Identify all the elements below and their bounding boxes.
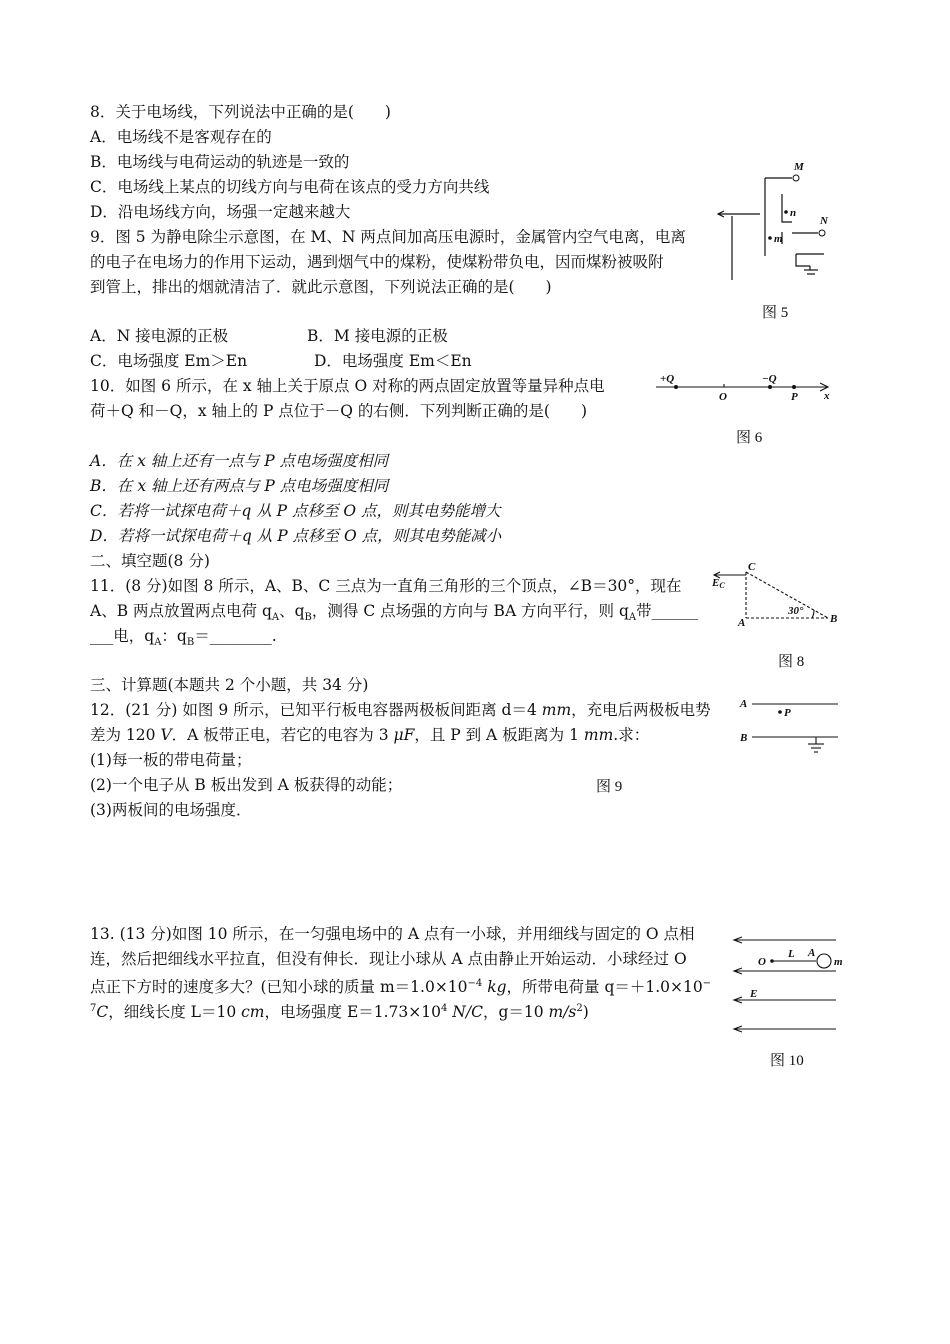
q9-line2: 的电子在电场力的作用下运动，遇到烟气中的煤粉，使煤粉带负电，因而煤粉被吸附 xyxy=(90,253,664,271)
figure-6-caption: 图 6 xyxy=(736,430,763,446)
figure-8-diagram xyxy=(708,560,848,632)
figure-9-caption: 图 9 xyxy=(596,779,623,795)
q9-option-c: C．电场强度 Em＞En xyxy=(90,352,248,370)
fig10-label-a: A xyxy=(808,947,816,959)
q12-subquestion-2: (2)一个电子从 B 板出发到 A 板获得的动能； xyxy=(90,776,403,794)
fig5-label-m-lower: m xyxy=(774,233,783,245)
q8-option-a: A．电场线不是客观存在的 xyxy=(90,128,272,146)
fig9-label-p: P xyxy=(784,707,791,719)
figure-10-diagram xyxy=(730,928,846,1038)
q13-line1: 13. (13 分)如图 10 所示，在一匀强电场中的 A 点有一小球，并用细线与固定的 O 点相 xyxy=(90,925,695,943)
figure-5-diagram xyxy=(710,158,840,298)
q11-line2: A、B 两点放置两点电荷 $q_A$、$q_B$，测得 C 点场强的方向与 BA 方向平行，则 $q_A$带______ xyxy=(90,602,699,624)
q10-line1: 10．如图 6 所示，在 x 轴上关于原点 O 对称的两点固定放置等量异种点电 xyxy=(90,377,605,395)
fig6-label-x: x xyxy=(824,390,830,402)
q10-line2: 荷＋Q 和－Q，x 轴上的 P 点位于－Q 的右侧．下列判断正确的是( ) xyxy=(90,402,588,420)
q12-line1: 12．(21 分) 如图 9 所示，已知平行板电容器两极板间距离 d＝4 mm，充电后两极板电势 xyxy=(90,701,711,719)
q10-option-b: B．在 x 轴上还有两点与 P 点电场强度相同 xyxy=(90,477,389,495)
fig6-label-minus-q: −Q xyxy=(762,373,777,385)
fig6-label-plus-q: +Q xyxy=(660,373,675,385)
fig5-label-n-lower: n xyxy=(790,207,797,219)
q11-line3: ___电，$q_A$：$q_B=\_\_\_\_\_\_\_\_$. xyxy=(90,627,277,649)
fig10-label-l: L xyxy=(788,948,795,960)
q11-line1: 11．(8 分)如图 8 所示，A、B、C 三点为一直角三角形的三个顶点，∠B＝30°，现在 xyxy=(90,577,682,595)
q9-line1: 9．图 5 为静电除尘示意图，在 M、N 两点间加高压电源时，金属管内空气电离，电离 xyxy=(90,228,686,246)
figure-5-caption: 图 5 xyxy=(762,305,789,321)
fig10-label-o: O xyxy=(758,956,766,968)
fig8-label-a: A xyxy=(738,617,746,629)
q10-option-d: D．若将一试探电荷＋q 从 P 点移至 O 点，则其电势能减小 xyxy=(90,527,502,545)
fig9-label-a: A xyxy=(740,698,748,710)
q12-subquestion-1: (1)每一板的带电荷量； xyxy=(90,751,252,769)
q8-option-d: D．沿电场线方向，场强一定越来越大 xyxy=(90,203,351,221)
q9-option-b: B．M 接电源的正极 xyxy=(307,327,448,345)
figure-6-diagram xyxy=(650,370,840,406)
fig10-label-m: m xyxy=(834,956,843,968)
q10-option-c: C．若将一试探电荷＋q 从 P 点移至 O 点，则其电势能增大 xyxy=(90,502,501,520)
q9-option-d: D．电场强度 Em＜En xyxy=(314,352,472,370)
fig10-label-e: E xyxy=(750,988,758,1000)
figure-8-caption: 图 8 xyxy=(778,654,805,670)
q8-option-b: B．电场线与电荷运动的轨迹是一致的 xyxy=(90,153,350,171)
q13-line2: 连，然后把细线水平拉直，但没有伸长．现让小球从 A 点由静止开始运动．小球经过 O xyxy=(90,950,687,968)
fig9-label-b: B xyxy=(740,732,748,744)
q12-subquestion-3: (3)两板间的电场强度． xyxy=(90,801,252,819)
q13-line4: $^7$C，细线长度 L＝10 cm，电场强度 $E=1.73\times 10^4$ N/C，g＝10 $m/s^2$) xyxy=(90,1003,589,1022)
fig5-label-m-upper: M xyxy=(794,161,804,173)
q9-line3: 到管上，排出的烟就清洁了．就此示意图，下列说法正确的是( ) xyxy=(90,278,552,296)
fig5-label-n-upper: N xyxy=(820,215,828,227)
section-2-heading: 二、填空题(8 分) xyxy=(90,552,210,570)
q10-option-a: A．在 x 轴上还有一点与 P 点电场强度相同 xyxy=(90,452,389,470)
fig8-label-angle: 30° xyxy=(788,605,804,617)
figure-9-diagram xyxy=(738,694,842,756)
fig8-label-b: B xyxy=(830,613,838,625)
q13-line3: 点正下方时的速度多大？(已知小球的质量 $m=1.0\times 10^{-4}$ kg，所带电荷量 q＝＋1.0×10− xyxy=(90,978,712,997)
fig8-label-ec: EC xyxy=(712,577,725,590)
section-3-heading: 三、计算题(本题共 2 个小题，共 34 分) xyxy=(90,676,369,694)
fig6-label-o: O xyxy=(719,391,727,403)
q8-stem: 8．关于电场线，下列说法中正确的是( ) xyxy=(90,103,391,121)
q8-option-c: C．电场线上某点的切线方向与电荷在该点的受力方向共线 xyxy=(90,178,490,196)
fig6-label-p: P xyxy=(791,391,798,403)
fig8-label-c: C xyxy=(748,561,756,573)
figure-10-caption: 图 10 xyxy=(770,1053,804,1069)
q12-line2: 差为 120 V．A 板带正电，若它的电容为 3 μF，且 P 到 A 板距离为 1 mm.求： xyxy=(90,726,650,744)
q9-option-a: A．N 接电源的正极 xyxy=(90,327,229,345)
